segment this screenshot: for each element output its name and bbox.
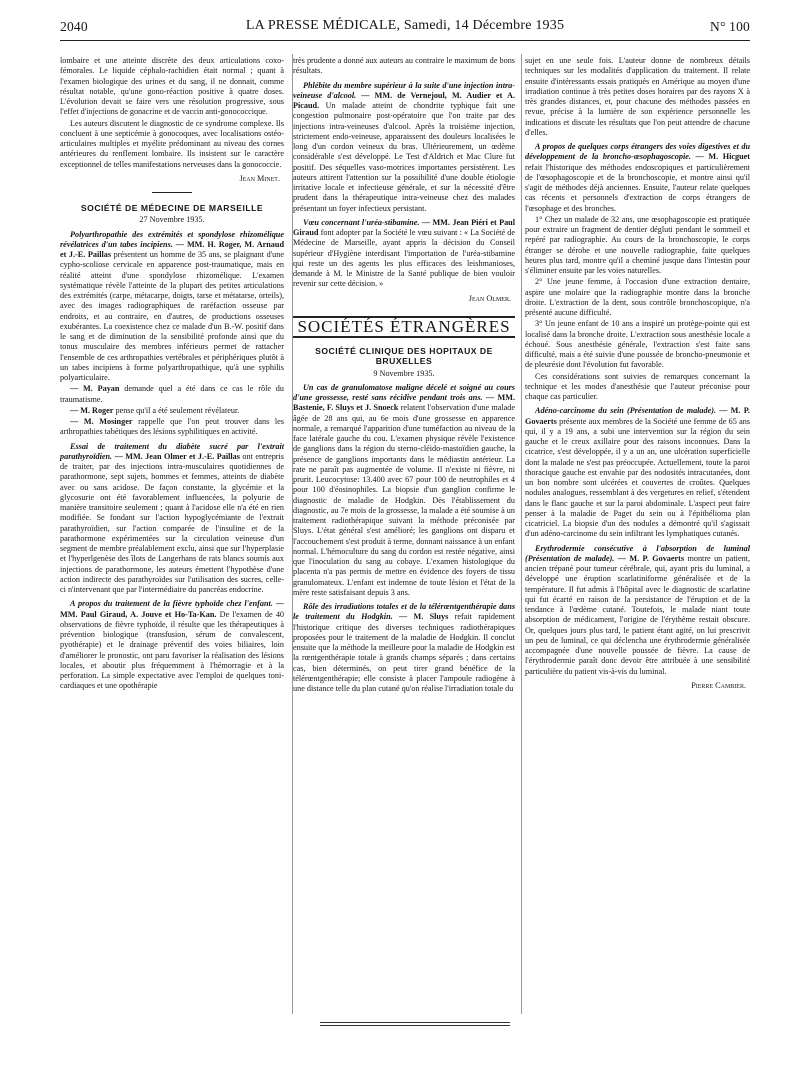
- paragraph: sujet en une seule fois. L'auteur donne de nombreux détails techniques sur les modalités d'application du traitement. Il relate ensuite d'intéressants essais pratiqués en Amérique au moyen d'une irradiation continue à très petites doses horaires par des rayons X à très grandes distances, et, pour chacune des méthodes passées en revue, précise à la lumière de son expérience personnelle les indications et discute les résultats que l'on peut attendre de chacune d'elles.: [525, 56, 750, 137]
- society-heading: SOCIÉTÉ CLINIQUE DES HOPITAUX DE BRUXELLES: [315, 346, 493, 367]
- session-date: 9 Novembre 1935.: [373, 368, 435, 378]
- article-authors: — M. P. Govaerts: [525, 406, 750, 426]
- article-authors: — M. Sluys: [399, 612, 449, 622]
- separator: [152, 192, 192, 193]
- article-text: De l'examen de 40 observations de fièvre typhoïde, il résulte que les thérapeutiques à prévention biologique (transfusion, sérum de convalescent, pyothérapie) et le drainage préventif des voies biliaires, loin d'améliorer le pronostic, ont paru favoriser la réalisation des lésions locales, et aboutir plus fréquemment à l'hémorragie et à la perforation. La simple expectative avec l'emploi de quelques toni-cardiaques et une opothérapie: [60, 609, 285, 691]
- article-authors: — M. Hicguet: [695, 152, 750, 162]
- discussion-text: pense qu'il a été seulement révélateur.: [115, 405, 240, 415]
- article-text: refait rapidement l'historique critique des diverses techniques radiothérapiques proposées pour le traitement de la maladie de Hodgkin. Il conclut ensuite que la méthode la meilleure pour la maladie de Hodgkin est la rœntgenthérapie totale à grands champs séparés ; dans certains cas, bien déterminés, on peut tirer grand bénéfice de la télérœntgenthérapie; elle consiste à placer l'ampoule radiogène à une distance telle du plan cutané qu'on réalise l'irradiation totale du: [293, 612, 516, 693]
- article-text: montre un patient, ancien trépané pour tumeur cérébrale, qui, ayant pris du luminal, a développé une éruption scarlatiniforme généralisée et de la température. Il fut admis à l'hôpital avec le diagnostic de scarlatine qui fut écarté en raison de la persistance de l'éruption et de la tendance à l'œdème cutané. Toutefois, le malade niant toute absorption de médicament, l'origine de l'érythème restait obscure. Or, quelques jours plus tard, le patient étant agité, on lui prescrivit un peu de luminal, ce qui déclencha une érythrodermie généralisée accompagnée d'une nouvelle poussée de fièvre. La cause de l'érythrodermie paraît donc devoir être attribuée à une sensibilité particulière du patient vis-à-vis du luminal.: [525, 553, 750, 676]
- article-title: Polyarthropathie des extrémités et spondylose rhizomélique révélatrices d'un tabes incipiens.: [60, 229, 284, 249]
- article-text: relatent l'observation d'une malade âgée de 28 ans qui, au 6e mois d'une grossesse en apparence normale, a remarqué l'apparition d'une tuméfaction au niveau de la face latérale gauche du cou. L'examen physique révèle l'existence de ganglions dans la région du sterno-cléido-mastoïdien gauche, la présence de ganglions importants dans le médiastin antérieur. La rate ne paraît pas augmentée de volume. Il n'existe ni fièvre, ni prurit. Leucocytose: 13.400 avec 67 pour 100 de neutrophiles et 4 pour 100 d'éosinophiles. La biopsie d'un ganglion confirme le diagnostic de maladie de Hodgkin. Dès l'établissement du diagnostic, au 7e mois de la grossesse, la malade a été soumise à un traitement radiothérapique suivant la méthode préconisée par Sluys. L'état général s'est amélioré; les ganglions ont disparu et l'accouchement s'est produit à terme, donnant naissance à un enfant normal. L'hémoculture du sang du cordon est restée négative, ainsi que l'inoculation du sang au cobaye. L'examen histologique du placenta n'a pas permis de mettre en évidence des foyers de tissu granulomateux. L'enfant est indemne de toute lésion et l'état de la mère reste satisfaisant depuis 3 ans.: [293, 403, 516, 597]
- article-authors: — MM. Jean Piéri et Paul Giraud: [293, 217, 516, 237]
- article: [293, 218, 515, 290]
- column-divider: [521, 54, 522, 1014]
- page-header: [60, 14, 750, 38]
- article: [525, 406, 750, 539]
- article-text: présentent un homme de 35 ans, se plaignant d'une cypho-scoliose cervicale en apparence post-traumatique, mais en réalité atteint d'une spondylose rhizomélique. L'examen systématique révèle l'atteinte de la plupart des petites articulations des extrémités (carpe, métacarpe, doigts, tarse et métatarse, orteils), avec des images radiographiques de raréfaction osseuse par endroits, et au contraire, en d'autres, de productions osseuses exubérantes. La coexistence chez ce malade d'un B.-W. positif dans le sang et de diminution de la sensibilité profonde ainsi que du tonus musculaire des membres inférieurs permet de rattacher l'ensemble de ces arthropathies vertébrales et périphériques plutôt à un tabes incipiens à forme polyarthropathique, qu'à une syphilis polyarticulaire.: [60, 250, 284, 382]
- section-banner: SOCIÉTÉS ÉTRANGÈRES: [293, 316, 515, 338]
- issue-number: N° 100: [710, 19, 750, 34]
- author-signature: Jean Olmer.: [468, 293, 511, 303]
- article-text: présente aux membres de la Société une femme de 65 ans qui, il y a 19 ans, a subi une intervention sur la région du sein gauche et le creux axillaire pour des raisons inconnues. Dans la cicatrice, s'est développée, il y a un an, une ulcération superficielle dont la malade ne s'est pas préoccupée. Actuellement, toute la paroi thoracique gauche est envahie par des nodosités intracutanées, dont un bon nombre sont ulcérées et couvertes de croûtes. Quelques nodules analogues, ressemblant à des vergetures en relief, s'étendent dans le flanc gauche et sur la paroi abdominale. L'aspect peut faire penser à la maladie de Paget du sein ou à l'épithélioma plan cicatriciel. La biopsie d'un des nodules a démontré qu'il s'agissait d'un adéno-carcinome du sein infiltrant les lymphatiques cutanés.: [525, 416, 750, 539]
- discussant: — M. Roger: [70, 405, 114, 415]
- author-signature: Jean Minet.: [239, 173, 280, 183]
- paragraph: Ces considérations sont suivies de remarques concernant la technique et les modes d'anesthésie que l'auteur préconise pour chaque cas particulier.: [525, 371, 750, 401]
- article: [525, 142, 750, 214]
- column-3: [525, 56, 750, 699]
- article-title: Rôle des irradiations totales et de la télérœntgenthérapie dans le traitement du Hodgkin.: [293, 602, 515, 622]
- article-authors: — MM. Jean Olmer et J.-E. Paillas: [114, 451, 240, 461]
- article-authors: — MM. de Vernejoul, M. Audier et A. Picaud.: [293, 90, 515, 110]
- footer-rule: [320, 1025, 510, 1026]
- article-authors: — MM. Paul Giraud, A. Jouve et Ho-Ta-Kan.: [60, 599, 284, 619]
- paragraph: 3° Un jeune enfant de 10 ans a inspiré un protège-pointe qui est localisé dans la bronche droite. L'extraction sous anesthésie locale a échoué. Sous anesthésie générale, l'extraction s'est faite sans difficulté, mais a été suivie d'une poussée de broncho-pneumonie et de pleurésie dont l'évolution fut favorable.: [525, 319, 750, 370]
- discussion: [60, 406, 284, 416]
- article-authors: — MM. Bastenie, F. Sluys et J. Snoeck: [293, 393, 516, 413]
- society-heading: SOCIÉTÉ DE MÉDECINE DE MARSEILLE: [80, 203, 264, 213]
- article-title: A propos du traitement de la fièvre typhoïde chez l'enfant.: [70, 599, 273, 609]
- discussion: [60, 384, 284, 405]
- article-title: Erythrodermie consécutive à l'absorption de luminal (Présentation de malade).: [525, 543, 750, 563]
- column-2: [293, 56, 515, 695]
- article-text: refait l'historique des méthodes endoscopiques et particulièrement de l'œsophagoscopie et de la bronchoscopie, et montre ainsi qu'il s'agit de méthodes déjà anciennes. Ensuite, l'auteur relate quelques cas récents et personnels d'extraction de corps étrangers de l'œsophage et des bronches.: [525, 162, 750, 213]
- article-title: Adéno-carcinome du sein (Présentation de malade).: [535, 406, 717, 416]
- journal-title: LA PRESSE MÉDICALE, Samedi, 14 Décembre 1935: [245, 18, 565, 33]
- article-title: Phlébite du membre supérieur à la suite d'une injection intra-veineuse d'alcool.: [293, 80, 515, 100]
- article: [293, 602, 515, 694]
- author-signature: Pierre Cambier.: [691, 680, 746, 690]
- paragraph: Les auteurs discutent le diagnostic de ce syndrome complexe. Ils concluent à une septicémie à gonocoques, avec localisations ostéo-articulaires multiples et myélite prédominant au niveau des cornes antérieures du renflement lombaire. Ils insistent sur le caractère exceptionnel de telles manifestations nerveuses dans la gonococcie.: [60, 118, 284, 169]
- page-number: 2040: [60, 19, 88, 34]
- paragraph: 2° Une jeune femme, à l'occasion d'une extraction dentaire, aspire une molaire que la radiographie montre dans la bronche droite. L'extraction de la dent, sous contrôle bronchoscopique, n'a présenté aucune difficulté.: [525, 277, 750, 317]
- article: [293, 383, 515, 598]
- footer-rule: [320, 1022, 510, 1023]
- discussant: — M. Mosinger: [70, 417, 133, 426]
- article-authors: — MM. H. Roger, M. Arnaud et J.-E. Paillas: [60, 239, 284, 259]
- article-text: ont entrepris de traiter, par des injections intra-musculaires quotidiennes de parathormone, sept sujets, hommes et femmes, atteints de diabète avec ou sans acidose. De façon constante, la glycémie et la glycosurie ont été favorablement influencées, la polyurie de manière transitoire seulement ; quant à l'acidose elle n'a été en rien modifiée. Se fondant sur l'action hypoglycémiante de l'extrait parathyroïdien, sur l'action comparée de l'insuline et de la parathormone expérimentées sur la circulation veineuse d'un segment de membre préalablement exclu, ainsi que sur l'hyperplasie et l'hyperlgenèse des îlots de Langerhans de rats blancs soumis aux injections de parathormone, les auteurs émettent l'hypothèse d'une action indirecte des parathyroïdes sur l'utilisation des sucres, celle-ci n'intervenant que par l'intermédiaire du pancréas endocrine.: [60, 451, 284, 594]
- article-title: Un cas de granulomatose maligne décelé et soigné au cours d'une grossesse, resté sans récidive pendant trois ans.: [293, 382, 515, 402]
- article: [60, 230, 284, 384]
- article-title: Vœu concernant l'uréa-stibamine.: [303, 217, 420, 227]
- header-rule: [60, 40, 750, 41]
- discussant: — M. Payan: [70, 384, 120, 394]
- article-text: font adopter par la Société le vœu suivant : « La Société de Médecine de Marseille, ayant appris la décision du Conseil supérieur d'Hygiène interdisant l'importation de l'uréa-stibamine qui reste un des agents les plus efficaces des leishmanioses, demande à M. le Ministre de la Santé publique de bien vouloir revenir sur cette décision. »: [293, 228, 515, 289]
- article-title: A propos de quelques corps étrangers des voies digestives et du développement de la broncho-œsophagoscopie.: [525, 142, 750, 162]
- paragraph: lombaire et une atteinte discrète des deux articulations coxo-fémorales. Le liquide céphalo-rachidien était normal ; quant à l'examen biologique des urines et du sang, il ne donnait, comme résultat notable, qu'une gono-réaction positive à quatre doses. L'évolution devait se faire vers une résolution progressive, sous l'effet d'injections de gonacrine et de vaccin anti-gonococcique.: [60, 56, 284, 117]
- article: [60, 599, 284, 691]
- article-authors: — M. P. Govaerts: [617, 553, 685, 563]
- article: [293, 81, 515, 214]
- column-1: [60, 56, 284, 693]
- discussion-text: rappelle que l'on peut trouver dans les arthropathies tabétiques des lésions syphilitiques en activité.: [60, 417, 284, 437]
- article: [525, 544, 750, 677]
- article-text: Un malade atteint de chondrite typhique fait une congestion pulmonaire post-opératoire que l'on traite par des injections intra-veineuses d'alcool. Après la troisième injection, strictement endo-veineuse, apparaissent des douleurs localisées le long d'un cordon veineux du bras. Ultérieurement, un œdème considérable s'est développé. Le Test d'Aldrich et Mac Clure fut positif. Des séquelles vaso-motrices importantes persistèrent. Les auteurs attirent l'attention sur la possibilité d'une double étiologie irritative locale et infectieuse générale, et sur la nécessité d'être prudent dans la thérapeutique intra-veineuse chez des malades présentant un foyer infectieux persistant.: [293, 101, 516, 213]
- article-title: Essai de traitement du diabète sucré par l'extrait parathyroïdien.: [60, 441, 284, 461]
- discussion-text: demande quel a été dans ce cas le rôle du traumatisme.: [60, 384, 284, 404]
- article: [60, 442, 284, 596]
- paragraph: très prudente a donné aux auteurs au contraire le maximum de bons résultats.: [293, 56, 515, 76]
- discussion: [60, 417, 284, 438]
- paragraph: 1° Chez un malade de 32 ans, une œsophagoscopie est pratiquée pour extraire un fragment de dentier dégluti pendant le sommeil et repéré par radiographie. Au cours de la bronchoscopie, le corps étranger se dérobe et une nouvelle radiographie, faite quelques heures plus tard, montre qu'il a cheminé jusque dans l'intestin pour s'éliminer ensuite par les voies naturelles.: [525, 214, 750, 275]
- session-date: 27 Novembre 1935.: [139, 215, 205, 225]
